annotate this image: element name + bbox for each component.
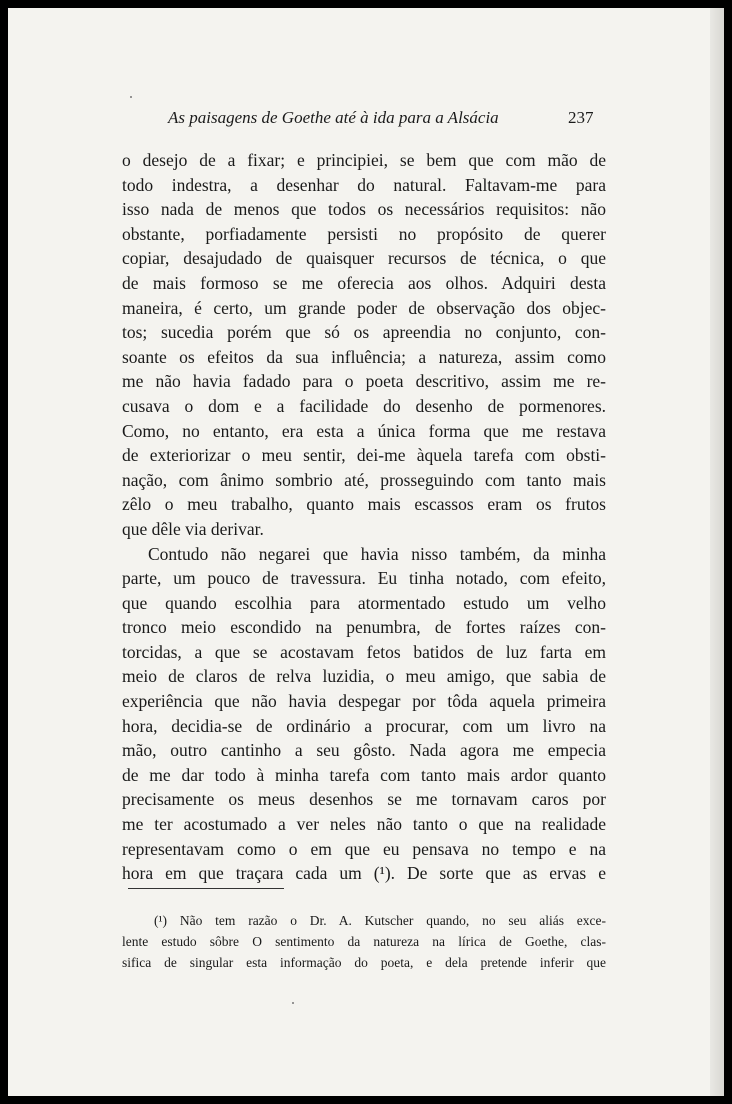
footnote-rule	[128, 888, 284, 889]
running-header	[168, 108, 608, 128]
text-line: obstante, porfiadamente persisti no propósito de querer	[122, 223, 606, 244]
page-edge-shadow	[710, 8, 724, 1096]
book-page	[8, 8, 724, 1096]
text-line: que quando escolhia para atormentado estudo um velho	[122, 592, 606, 613]
text-line: meio de claros de relva luzidia, o meu amigo, que sabia de	[122, 666, 606, 687]
footnote-line: (¹) Não tem razão o Dr. A. Kutscher quando, no seu aliás exce-	[154, 913, 606, 928]
footnote	[122, 910, 606, 973]
text-line: hora em que traçara cada um (¹). De sorte que as ervas e	[122, 863, 606, 884]
text-line: maneira, é certo, um grande poder de observação dos objec-	[122, 297, 606, 318]
running-title: As paisagens de Goethe até à ida para a Alsácia	[168, 108, 499, 127]
text-line: tronco meio escondido na penumbra, de fortes raízes con-	[122, 617, 606, 638]
text-line: me não havia fadado para o poeta descritivo, assim me re-	[122, 371, 606, 392]
page-number: 237	[568, 108, 594, 127]
text-line: parte, um pouco de travessura. Eu tinha notado, com efeito,	[122, 568, 606, 589]
text-line: Como, no entanto, era esta a única forma que me restava	[122, 420, 606, 441]
text-line: Contudo não negarei que havia nisso também, da minha	[148, 543, 606, 564]
speck	[292, 1002, 294, 1004]
text-line: soante os efeitos da sua influência; a natureza, assim como	[122, 346, 606, 367]
text-line: zêlo o meu trabalho, quanto mais escassos eram os frutos	[122, 494, 606, 515]
text-line: me ter acostumado a ver neles não tanto o que na realidade	[122, 814, 606, 835]
speck	[130, 96, 132, 98]
text-line: experiência que não havia despegar por tôda aquela primeira	[122, 691, 606, 712]
text-line: o desejo de a fixar; e principiei, se bem que com mão de	[122, 150, 606, 170]
text-line: que dêle via derivar.	[122, 518, 264, 539]
text-line: precisamente os meus desenhos se me tornavam caros por	[122, 789, 606, 810]
text-line: copiar, desajudado de quaisquer recursos de técnica, o que	[122, 248, 606, 269]
text-line: hora, decidia-se de ordinário a procurar, com um livro na	[122, 715, 606, 736]
text-line: nação, com ânimo sombrio até, prosseguindo com tanto mais	[122, 469, 606, 490]
text-line: isso nada de menos que todos os necessários requisitos: não	[122, 199, 606, 220]
text-line: de me dar todo à minha tarefa com tanto mais ardor quanto	[122, 764, 606, 785]
text-line: cusava o dom e a facilidade do desenho de pormenores.	[122, 395, 606, 416]
text-line: representavam como o em que eu pensava no tempo e na	[122, 838, 606, 859]
text-line: todo indestra, a desenhar do natural. Faltavam-me para	[122, 174, 606, 195]
text-line: de exteriorizar o meu sentir, dei-me àquela tarefa com obsti-	[122, 445, 606, 466]
text-line: tos; sucedia porém que só os apreendia no conjunto, con-	[122, 322, 606, 343]
body-text	[122, 148, 606, 886]
text-line: mão, outro cantinho a seu gôsto. Nada agora me empecia	[122, 740, 606, 761]
footnote-line: sifica de singular esta informação do poeta, e dela pretende inferir que	[122, 955, 606, 970]
text-line: torcidas, a que se acostavam fetos batidos de luz farta em	[122, 641, 606, 662]
footnote-line: lente estudo sôbre O sentimento da natureza na lírica de Goethe, clas-	[122, 934, 606, 949]
text-line: de mais formoso se me oferecia aos olhos. Adquiri desta	[122, 272, 606, 293]
